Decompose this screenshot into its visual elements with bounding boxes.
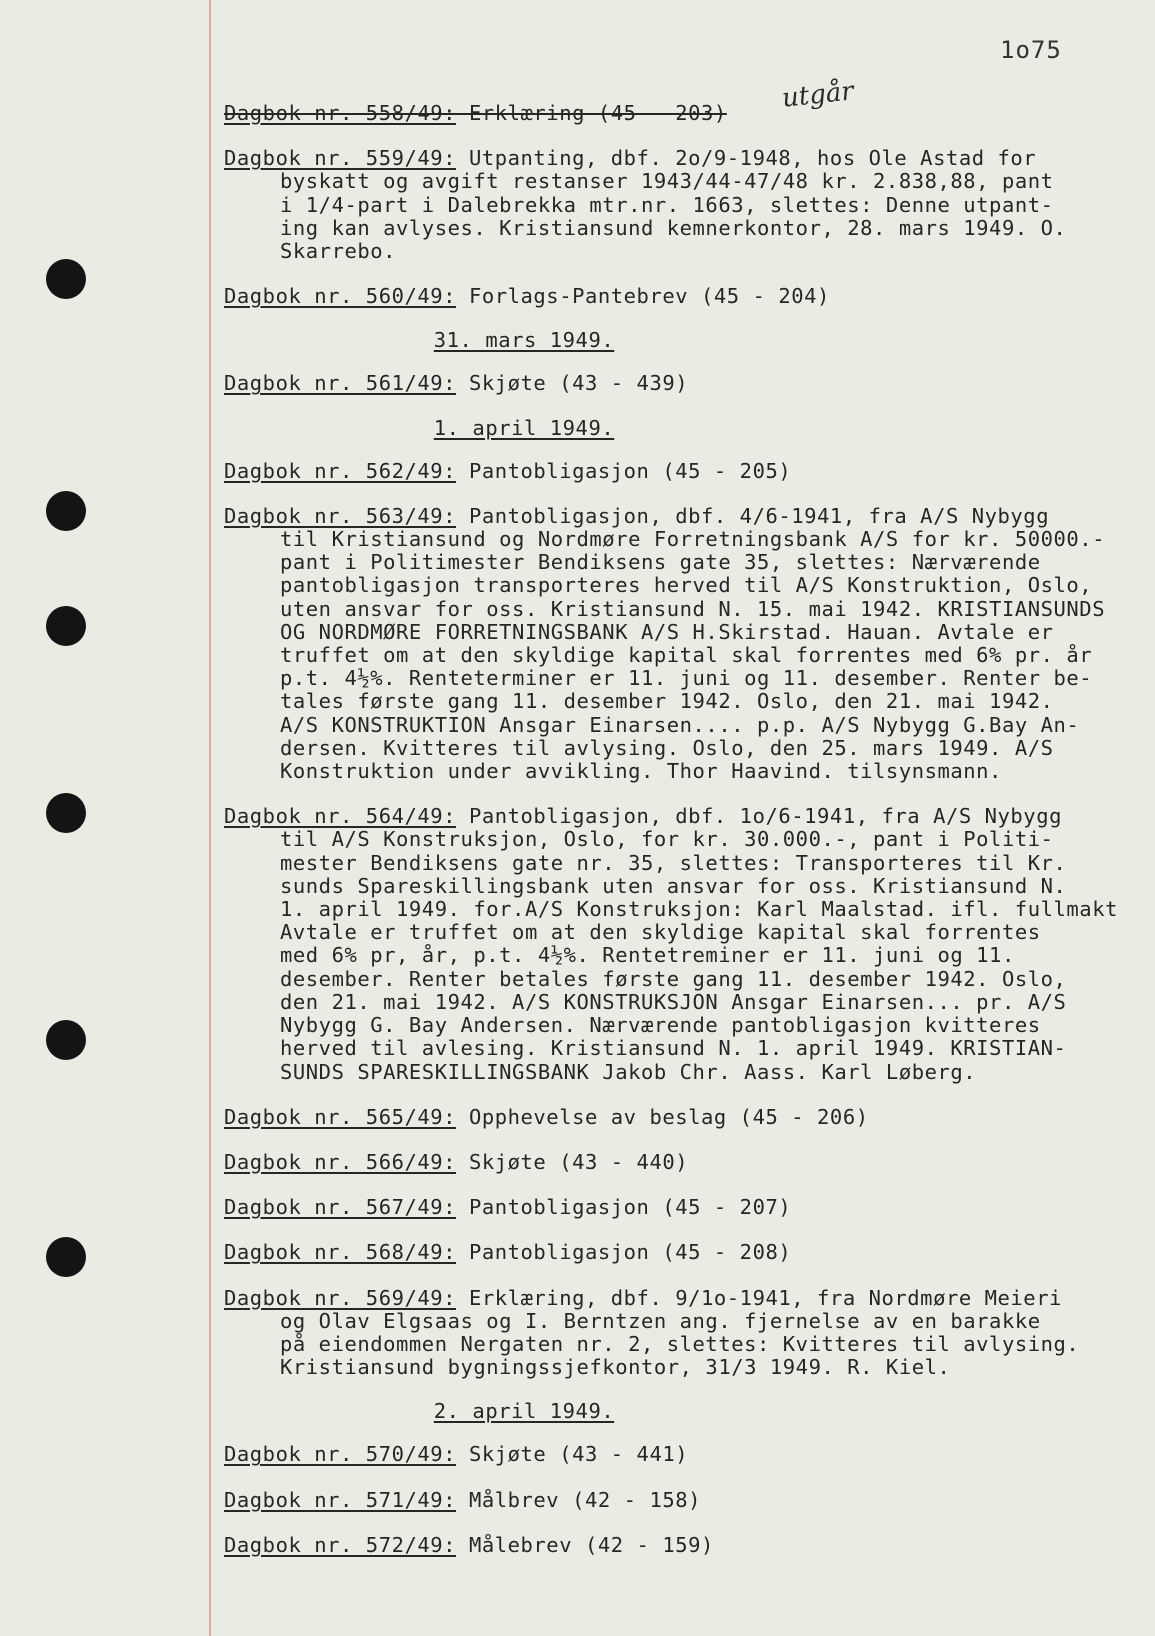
- entry-line: uten ansvar for oss. Kristiansund N. 15. mai 1942. KRISTIANSUNDS: [280, 596, 1106, 621]
- entry-title: Forlags-Pantebrev (45 - 204): [456, 284, 830, 309]
- entry-line: Kristiansund bygningssjefkontor, 31/3 1949. R. Kiel.: [280, 1355, 951, 1380]
- journal-entry: [224, 1287, 1144, 1380]
- entry-head: [224, 285, 1144, 308]
- entry-head: [224, 1287, 1144, 1310]
- entry-line: herved til avlesing. Kristiansund N. 1. april 1949. KRISTIAN-: [280, 1036, 1067, 1061]
- entry-head: [224, 505, 1144, 528]
- entry-line: sunds Spareskillingsbank uten ansvar for oss. Kristiansund N.: [280, 873, 1067, 898]
- entry-label: Dagbok nr. 560/49:: [224, 284, 457, 309]
- entry-line: 1. april 1949. for.A/S Konstruksjon: Karl Maalstad. ifl. fullmakt: [280, 897, 1118, 922]
- entry-title: Skjøte (43 - 441): [456, 1442, 689, 1467]
- entry-label: Dagbok nr. 565/49:: [224, 1104, 457, 1129]
- entry-title: Skjøte (43 - 440): [456, 1149, 689, 1174]
- journal-entry: [224, 1241, 1144, 1264]
- entry-title: Målebrev (42 - 159): [456, 1532, 714, 1557]
- entry-line: A/S KONSTRUKTION Ansgar Einarsen.... p.p. A/S Nybygg G.Bay An-: [280, 712, 1080, 737]
- entry-head: [224, 1196, 1144, 1219]
- entry-line: og Olav Elgsaas og I. Berntzen ang. fjernelse av en barakke: [280, 1308, 1041, 1333]
- date-text: 31. mars 1949.: [433, 328, 615, 353]
- entry-title: Skjøte (43 - 439): [456, 371, 689, 396]
- entry-head: [224, 1151, 1144, 1174]
- entry-head: [224, 1489, 1144, 1512]
- binder-hole: [46, 606, 86, 646]
- entry-title: Pantobligasjon (45 - 207): [456, 1195, 792, 1220]
- date-text: 1. april 1949.: [433, 415, 615, 440]
- date-text: 2. april 1949.: [433, 1399, 615, 1424]
- entry-head: [224, 805, 1144, 828]
- journal-entry: [224, 1534, 1144, 1557]
- journal-entry: [224, 1196, 1144, 1219]
- entry-label: Dagbok nr. 572/49:: [224, 1532, 457, 1557]
- entry-head: [224, 1241, 1144, 1264]
- entry-label: Dagbok nr. 561/49:: [224, 371, 457, 396]
- journal-entry: [224, 460, 1144, 483]
- entry-line: ing kan avlyses. Kristiansund kemnerkontor, 28. mars 1949. O.: [280, 215, 1067, 240]
- entry-line: pant i Politimester Bendiksens gate 35, slettes: Nærværende: [280, 550, 1041, 575]
- entry-line: Skarrebo.: [280, 239, 397, 264]
- entry-line: tales første gang 11. desember 1942. Oslo, den 21. mai 1942.: [280, 689, 1054, 714]
- entry-title: Pantobligasjon (45 - 205): [456, 458, 792, 483]
- journal-entry: [224, 1443, 1144, 1466]
- journal-entry: [224, 102, 1144, 125]
- entry-line: med 6% pr, år, p.t. 4½%. Rentetreminer er 11. juni og 11.: [280, 943, 1015, 968]
- entry-line: byskatt og avgift restanser 1943/44-47/48 kr. 2.838,88, pant: [280, 169, 1054, 194]
- entry-title: Erklæring, dbf. 9/1o-1941, fra Nordmøre Meieri: [456, 1285, 1062, 1310]
- journal-entry: [224, 285, 1144, 308]
- entry-line: mester Bendiksens gate nr. 35, slettes: Transporteres til Kr.: [280, 850, 1067, 875]
- journal-entry: [224, 1489, 1144, 1512]
- entry-line: OG NORDMØRE FORRETNINGSBANK A/S H.Skirstad. Hauan. Avtale er: [280, 619, 1054, 644]
- entry-label: Dagbok nr. 566/49:: [224, 1149, 457, 1174]
- entry-head: [224, 460, 1144, 483]
- entry-title: Pantobligasjon, dbf. 4/6-1941, fra A/S Nybygg: [456, 503, 1050, 528]
- entry-label: Dagbok nr. 570/49:: [224, 1442, 457, 1467]
- entry-head: [224, 147, 1144, 170]
- entry-line: p.t. 4½%. Renteterminer er 11. juni og 11. desember. Renter be-: [280, 666, 1093, 691]
- entry-line: i 1/4-part i Dalebrekka mtr.nr. 1663, slettes: Denne utpant-: [280, 192, 1054, 217]
- entry-label: Dagbok nr. 568/49:: [224, 1240, 457, 1265]
- entry-title: Målbrev (42 - 158): [456, 1487, 702, 1512]
- entry-line: truffet om at den skyldige kapital skal forrentes med 6% pr. år: [280, 643, 1093, 668]
- entry-title: Opphevelse av beslag (45 - 206): [456, 1104, 869, 1129]
- entry-label: Dagbok nr. 559/49:: [224, 146, 457, 171]
- entry-label: Dagbok nr. 571/49:: [224, 1487, 457, 1512]
- journal-entry: [224, 805, 1144, 1083]
- entry-title: Utpanting, dbf. 2o/9-1948, hos Ole Astad for: [456, 146, 1037, 171]
- journal-entry: [224, 505, 1144, 783]
- entry-head: [224, 1106, 1144, 1129]
- page-number: 1o75: [1000, 36, 1062, 64]
- binder-hole: [46, 259, 86, 299]
- journal-entry: [224, 1151, 1144, 1174]
- entry-label: Dagbok nr. 569/49:: [224, 1285, 457, 1310]
- entry-line: Nybygg G. Bay Andersen. Nærværende pantobligasjon kvitteres: [280, 1013, 1041, 1038]
- date-heading: [264, 328, 784, 352]
- entry-title: Pantobligasjon, dbf. 1o/6-1941, fra A/S Nybygg: [456, 804, 1062, 829]
- entry-label: Dagbok nr. 558/49:: [224, 101, 457, 125]
- entry-label: Dagbok nr. 567/49:: [224, 1195, 457, 1220]
- entry-line: Konstruktion under avvikling. Thor Haavind. tilsynsmann.: [280, 759, 1002, 784]
- entry-head: [224, 372, 1144, 395]
- journal-entry: [224, 147, 1144, 263]
- entry-line: Avtale er truffet om at den skyldige kapital skal forrentes: [280, 920, 1041, 945]
- journal-entries: [224, 82, 1144, 1557]
- utgar-annotation: utgår: [780, 76, 856, 114]
- entry-head: [224, 102, 1144, 125]
- binder-hole: [46, 793, 86, 833]
- journal-entry: [224, 1106, 1144, 1129]
- binder-hole: [46, 1237, 86, 1277]
- binder-hole: [46, 491, 86, 531]
- journal-entry: [224, 372, 1144, 395]
- entry-line: desember. Renter betales første gang 11. desember 1942. Oslo,: [280, 966, 1067, 991]
- margin-line: [209, 0, 211, 1636]
- entry-line: på eiendommen Nergaten nr. 2, slettes: Kvitteres til avlysing.: [280, 1331, 1080, 1356]
- entry-title: Pantobligasjon (45 - 208): [456, 1240, 792, 1265]
- entry-line: til A/S Konstruksjon, Oslo, for kr. 30.000.-, pant i Politi-: [280, 827, 1054, 852]
- entry-head: [224, 1534, 1144, 1557]
- entry-title: Erklæring (45 - 203): [456, 101, 727, 125]
- entry-line: dersen. Kvitteres til avlysing. Oslo, den 25. mars 1949. A/S: [280, 735, 1054, 760]
- entry-label: Dagbok nr. 562/49:: [224, 458, 457, 483]
- date-heading: [264, 1399, 784, 1423]
- entry-label: Dagbok nr. 564/49:: [224, 804, 457, 829]
- entry-head: [224, 1443, 1144, 1466]
- entry-line: den 21. mai 1942. A/S KONSTRUKSJON Ansgar Einarsen... pr. A/S: [280, 989, 1067, 1014]
- binder-hole: [46, 1020, 86, 1060]
- entry-line: til Kristiansund og Nordmøre Forretningsbank A/S for kr. 50000.-: [280, 527, 1106, 552]
- date-heading: [264, 416, 784, 440]
- entry-line: pantobligasjon transporteres herved til A/S Konstruktion, Oslo,: [280, 573, 1093, 598]
- entry-label: Dagbok nr. 563/49:: [224, 503, 457, 528]
- entry-line: SUNDS SPARESKILLINGSBANK Jakob Chr. Aass. Karl Løberg.: [280, 1059, 977, 1084]
